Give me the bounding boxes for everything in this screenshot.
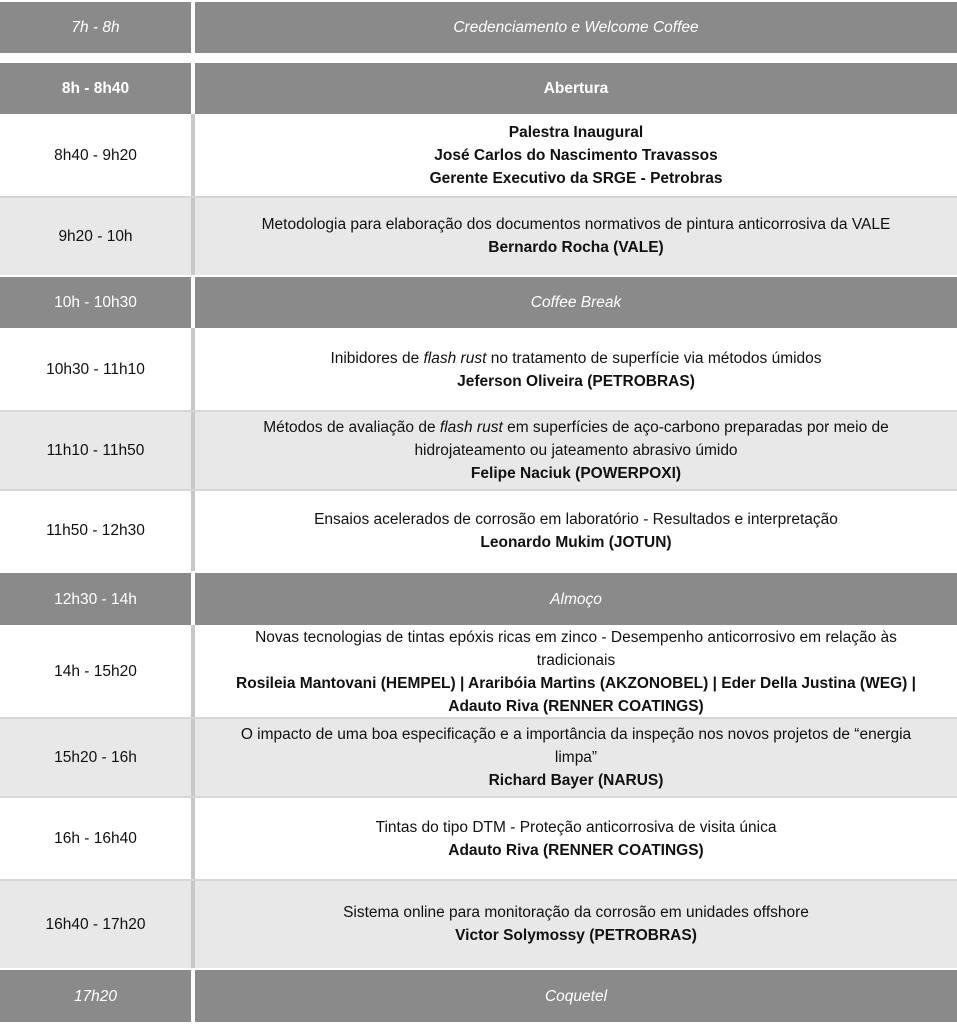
talk-title: Metodologia para elaboração dos documentos normativos de pintura anticorrosiva da VALE [261,216,891,233]
schedule-row-talk [0,490,957,571]
speaker-name: Adauto Riva (RENNER COATINGS) [448,841,704,859]
schedule-row-talk [0,880,957,968]
talk-title-continued: tradicionais [536,651,616,669]
schedule-row-talk [0,411,957,490]
speaker-name: Felipe Naciuk (POWERPOXI) [470,465,682,482]
schedule-row-coffee-break [0,277,957,328]
speaker-role: Gerente Executivo da SRGE - Petrobras [429,170,723,187]
schedule-row-opening [0,63,957,114]
row-divider [0,717,957,719]
talk-title: Sistema online para monitoração da corrosão em unidades offshore [343,904,809,921]
speaker-name: José Carlos do Nascimento Travassos [434,147,718,164]
row-divider [0,410,957,412]
schedule-row-cocktail [0,970,957,1022]
schedule-row-talk [0,718,957,797]
row-divider [0,489,957,491]
schedule-row-talk [0,797,957,880]
row-divider [0,796,957,798]
time-cell: 8h40 - 9h20 [54,147,137,164]
talk-title-continued: hidrojateamento ou jateamento abrasivo úmido [414,442,738,459]
session-content [195,411,957,490]
speaker-names: Rosileia Mantovani (HEMPEL) | Araribóia Martins (AKZONOBEL) | Eder Della Justina (WEG) | [236,674,916,692]
time-cell: 17h20 [73,987,118,1005]
time-cell: 8h - 8h40 [61,80,130,97]
talk-title: Ensaios acelerados de corrosão em laboratório - Resultados e interpretação [314,510,838,528]
session-title: Palestra Inaugural [508,124,644,141]
schedule-row-talk [0,197,957,275]
time-cell: 14h - 15h20 [54,663,137,680]
talk-title: Novas tecnologias de tintas epóxis ricas em zinco - Desempenho anticorrosivo em relação às [255,628,897,646]
time-cell: 10h - 10h30 [54,294,137,311]
session-content [195,625,957,718]
speaker-name: Richard Bayer (NARUS) [488,772,664,789]
schedule-row-registration [0,2,957,53]
time-cell: 11h10 - 11h50 [46,442,145,459]
session-content [195,490,957,571]
row-divider [0,196,957,198]
talk-title: Inibidores de flash rust no tratamento de superfície via métodos úmidos [330,349,822,367]
time-cell: 12h30 - 14h [54,590,137,608]
row-divider [0,879,957,881]
session-title: Coquetel [544,987,608,1005]
talk-title: Tintas do tipo DTM - Proteção anticorrosiva de visita única [375,818,777,836]
schedule-row-lunch [0,573,957,625]
talk-title: Métodos de avaliação de flash rust em superfícies de aço-carbono preparadas por meio de [263,419,889,436]
session-title: Abertura [543,80,609,97]
time-cell: 16h - 16h40 [54,830,137,847]
session-content [195,114,957,197]
session-content [195,880,957,968]
time-cell: 10h30 - 11h10 [46,361,145,378]
time-cell: 9h20 - 10h [58,227,133,245]
schedule-row-keynote [0,114,957,197]
speaker-name: Bernardo Rocha (VALE) [488,239,664,256]
time-cell: 7h - 8h [71,19,120,36]
session-content [195,797,957,880]
speaker-name: Jeferson Oliveira (PETROBRAS) [457,372,695,390]
session-title: Coffee Break [530,294,622,311]
talk-title: O impacto de uma boa especificação e a importância da inspeção nos novos projetos de “energia [240,726,912,743]
schedule-row-talk [0,328,957,411]
session-content [195,718,957,797]
time-cell: 16h40 - 17h20 [45,915,146,933]
time-cell: 15h20 - 16h [54,749,137,766]
session-content [195,197,957,275]
session-title: Almoço [550,590,602,608]
speaker-name: Victor Solymossy (PETROBRAS) [455,927,697,944]
session-title: Credenciamento e Welcome Coffee [453,19,699,36]
talk-title-continued: limpa” [554,749,598,766]
speaker-name: Leonardo Mukim (JOTUN) [480,533,672,551]
speaker-names-continued: Adauto Riva (RENNER COATINGS) [448,697,704,715]
schedule-row-talk [0,625,957,718]
session-content [195,328,957,411]
time-cell: 11h50 - 12h30 [46,522,145,539]
